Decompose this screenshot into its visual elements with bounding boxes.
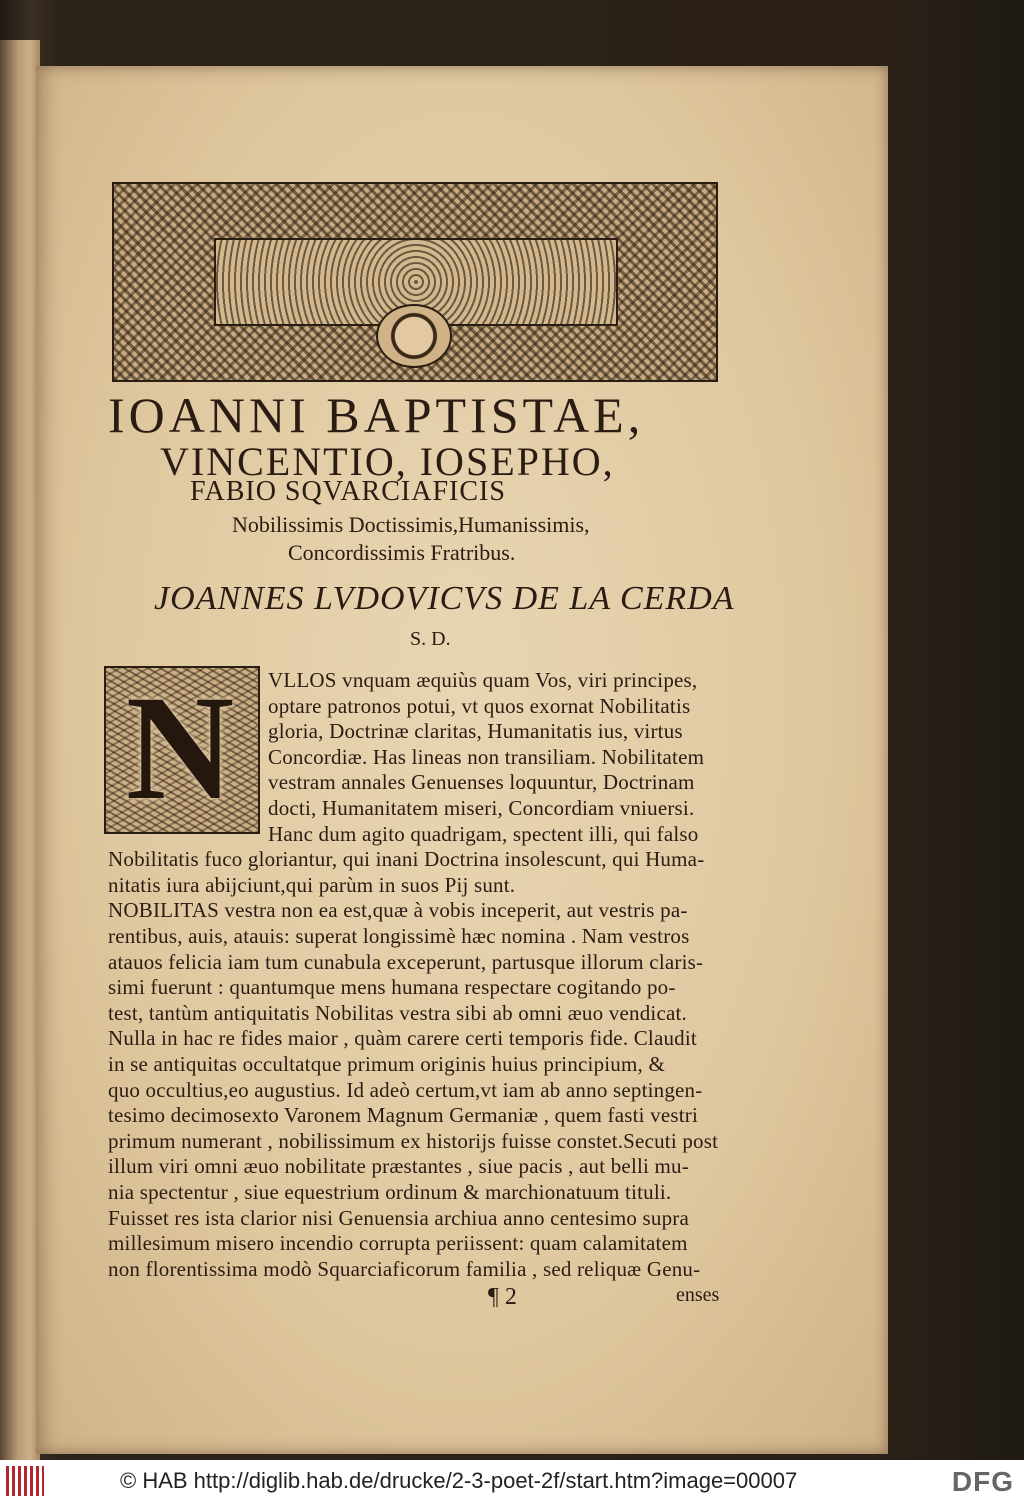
heading-line-1: IOANNI BAPTISTAE, [108, 387, 645, 443]
initial-letter: N [125, 665, 235, 831]
author-line: JOANNES LVDOVICVS DE LA CERDA [154, 580, 735, 617]
body-line: optare patronos potui, vt quos exornat Nobilitatis [268, 693, 691, 718]
body-line: gloria, Doctrinæ claritas, Humanitatis ius, virtus [268, 719, 683, 744]
body-line: Hanc dum agito quadrigam, spectent illi, qui falso [268, 821, 699, 846]
body-line: non florentissima modò Squarciaficorum familia , sed reliquæ Genu- [108, 1256, 701, 1281]
body-line: illum viri omni æuo nobilitate præstantes , siue pacis , aut belli mu- [108, 1154, 689, 1179]
body-line: simi fuerunt : quantumque mens humana respectare cogitando po- [108, 975, 676, 1000]
body-line: docti, Humanitatem miseri, Concordiam vniuersi. [268, 796, 695, 820]
copyright-link[interactable]: © HAB http://diglib.hab.de/drucke/2-3-poet-2f/start.htm?image=00007 [120, 1468, 798, 1493]
body-line: nitatis iura abijciunt,qui parùm in suos Pij sunt. [108, 872, 516, 897]
decorated-initial [104, 666, 260, 834]
hab-logo-icon[interactable] [6, 1466, 44, 1496]
body-line: Nulla in hac re fides maior , quàm carere certi temporis fide. Claudit [108, 1026, 697, 1051]
body-line: nia spectentur , siue equestrium ordinum & marchionatuum tituli. [108, 1180, 672, 1204]
dfg-logo[interactable]: DFG [951, 1466, 1014, 1497]
body-line: rentibus, auis, atauis: superat longissimè hæc nomina . Nam vestros [108, 924, 690, 948]
body-line: VLLOS vnquam æquiùs quam Vos, viri principes, [268, 668, 698, 692]
heading-line-3: FABIO SQVARCIAFICIS [190, 476, 506, 507]
body-line: primum numerant , nobilissimum ex historijs fuisse constet.Secuti post [108, 1128, 719, 1153]
body-line: millesimum misero incendio corrupta periissent: quam calamitatem [108, 1231, 688, 1256]
heading-line-2: VINCENTIO, IOSEPHO, [160, 439, 615, 484]
body-line: Nobilitatis fuco gloriantur, qui inani Doctrina insolescunt, qui Huma- [108, 847, 705, 872]
body-line: atauos felicia iam tum cunabula exceperunt, partusque illorum claris- [108, 949, 704, 974]
previous-page-edge [0, 40, 40, 1460]
body-line: Concordiæ. Has lineas non transiliam. Nobilitatem [268, 744, 705, 769]
body-line: NOBILITAS vestra non ea est,quæ à vobis inceperit, aut vestris pa- [108, 898, 688, 923]
body-line: test, tantùm antiquitatis Nobilitas vestra sibi ab omni æuo vendicat. [108, 1000, 687, 1025]
catchword: enses [676, 1284, 720, 1306]
heading-line-5: Concordissimis Fratribus. [288, 540, 516, 565]
body-line: in se antiquitas occultatque primum originis huius principium, & [108, 1052, 665, 1076]
body-line: vestram annales Genuenses loquuntur, Doctrinam [268, 770, 695, 795]
body-line: Fuisset res ista clarior nisi Genuensia archiua anno centesimo supra [108, 1205, 690, 1230]
body-line: quo occultius,eo augustius. Id adeò certum,vt iam ab anno septingen- [108, 1077, 703, 1102]
decorative-headpiece [112, 182, 718, 382]
headpiece-cherub-face [376, 304, 452, 368]
heading-line-4: Nobilissimis Doctissimis,Humanissimis, [232, 512, 590, 537]
signature-mark: ¶ 2 [488, 1284, 517, 1310]
body-line: tesimo decimosexto Varonem Magnum Germaniæ , quem fasti vestri [108, 1103, 698, 1128]
footer-bar [0, 1460, 1024, 1502]
salutation: S. D. [410, 628, 451, 650]
